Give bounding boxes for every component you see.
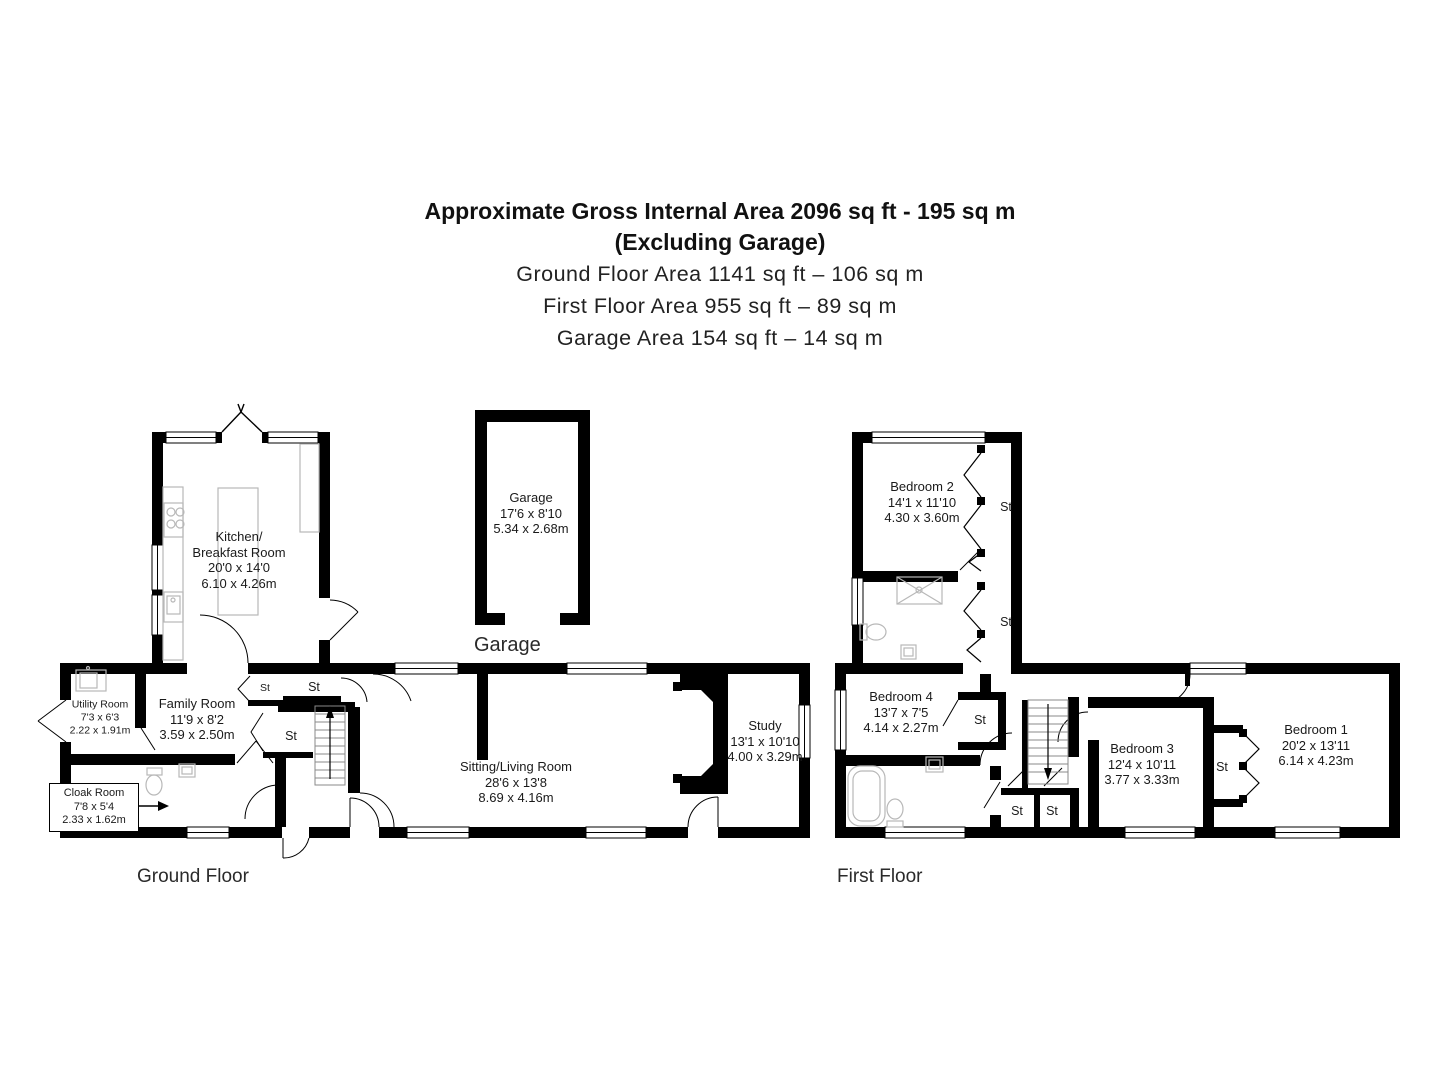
ground-floor-doors: [38, 600, 718, 858]
ensuite-toilet: [866, 624, 886, 640]
room-label-bedroom2: Bedroom 2 14'1 x 11'10 4.30 x 3.60m: [884, 478, 960, 525]
cloak-toilet-cistern: [147, 768, 162, 775]
room-label-cloak: Cloak Room 7'8 x 5'4 2.33 x 1.62m: [49, 783, 139, 832]
first-floor-caption: First Floor: [837, 866, 923, 887]
cloak-label-arrow: [135, 801, 169, 811]
title-line2: (Excluding Garage): [614, 229, 826, 255]
first-floor-stairs: [1028, 700, 1068, 784]
stairs-down-arrow: [1044, 768, 1052, 780]
kitchen-bay-gable: [222, 404, 262, 432]
storage-label-gf-3: St: [285, 729, 297, 743]
room-label-study: Study 13'1 x 10'10 4.00 x 3.29m: [727, 717, 803, 764]
chimney-breast: [680, 674, 728, 794]
ground-floor-caption: Ground Floor: [137, 866, 249, 887]
garage-caption: Garage: [474, 634, 541, 656]
bathroom-toilet: [887, 799, 903, 819]
storage-label-ff-1: St: [1000, 500, 1012, 514]
cloak-sink: [179, 764, 195, 777]
storage-label-ff-3: St: [974, 713, 986, 727]
ground-floor-stairs: [315, 706, 345, 785]
room-label-bedroom4: Bedroom 4 13'7 x 7'5 4.14 x 2.27m: [863, 688, 939, 735]
first-floor-area-text: First Floor Area 955 sq ft – 89 sq m: [543, 294, 897, 318]
room-label-garage: Garage 17'6 x 8'10 5.34 x 2.68m: [493, 489, 569, 536]
room-label-utility: Utility Room 7'3 x 6'3 2.22 x 1.91m: [69, 698, 131, 737]
storage-label-ff-2: St: [1000, 615, 1012, 629]
ground-floor-area-text: Ground Floor Area 1141 sq ft – 106 sq m: [516, 262, 924, 286]
storage-label-ff-6: St: [1216, 760, 1228, 774]
room-label-bedroom1: Bedroom 1 20'2 x 13'11 6.14 x 4.23m: [1278, 721, 1354, 768]
storage-label-gf-2: St: [308, 680, 320, 694]
storage-label-gf-1: St: [260, 682, 270, 694]
storage-label-ff-4: St: [1011, 804, 1023, 818]
kitchen-counter: [163, 487, 183, 660]
ground-floor-plan: [38, 404, 810, 858]
room-label-kitchen: Kitchen/ Breakfast Room 20'0 x 14'0 6.10 x 4.26m: [192, 529, 286, 591]
bathroom-toilet-cistern: [887, 821, 903, 827]
ensuite-sink: [901, 645, 916, 659]
kitchen-counter-right: [300, 444, 319, 532]
ground-floor-fixtures: [76, 444, 319, 795]
garage-area-text: Garage Area 154 sq ft – 14 sq m: [556, 326, 884, 350]
room-label-sitting: Sitting/Living Room 28'6 x 13'8 8.69 x 4.16m: [460, 758, 572, 805]
ground-floor-walls: [60, 432, 810, 838]
room-label-family: Family Room 11'9 x 8'2 3.59 x 2.50m: [158, 695, 236, 742]
title-line1: Approximate Gross Internal Area 2096 sq ft - 195 sq m: [424, 198, 1016, 224]
storage-label-ff-5: St: [1046, 804, 1058, 818]
cloak-toilet: [146, 775, 162, 795]
room-label-bedroom3: Bedroom 3 12'4 x 10'11 3.77 x 3.33m: [1104, 740, 1180, 787]
